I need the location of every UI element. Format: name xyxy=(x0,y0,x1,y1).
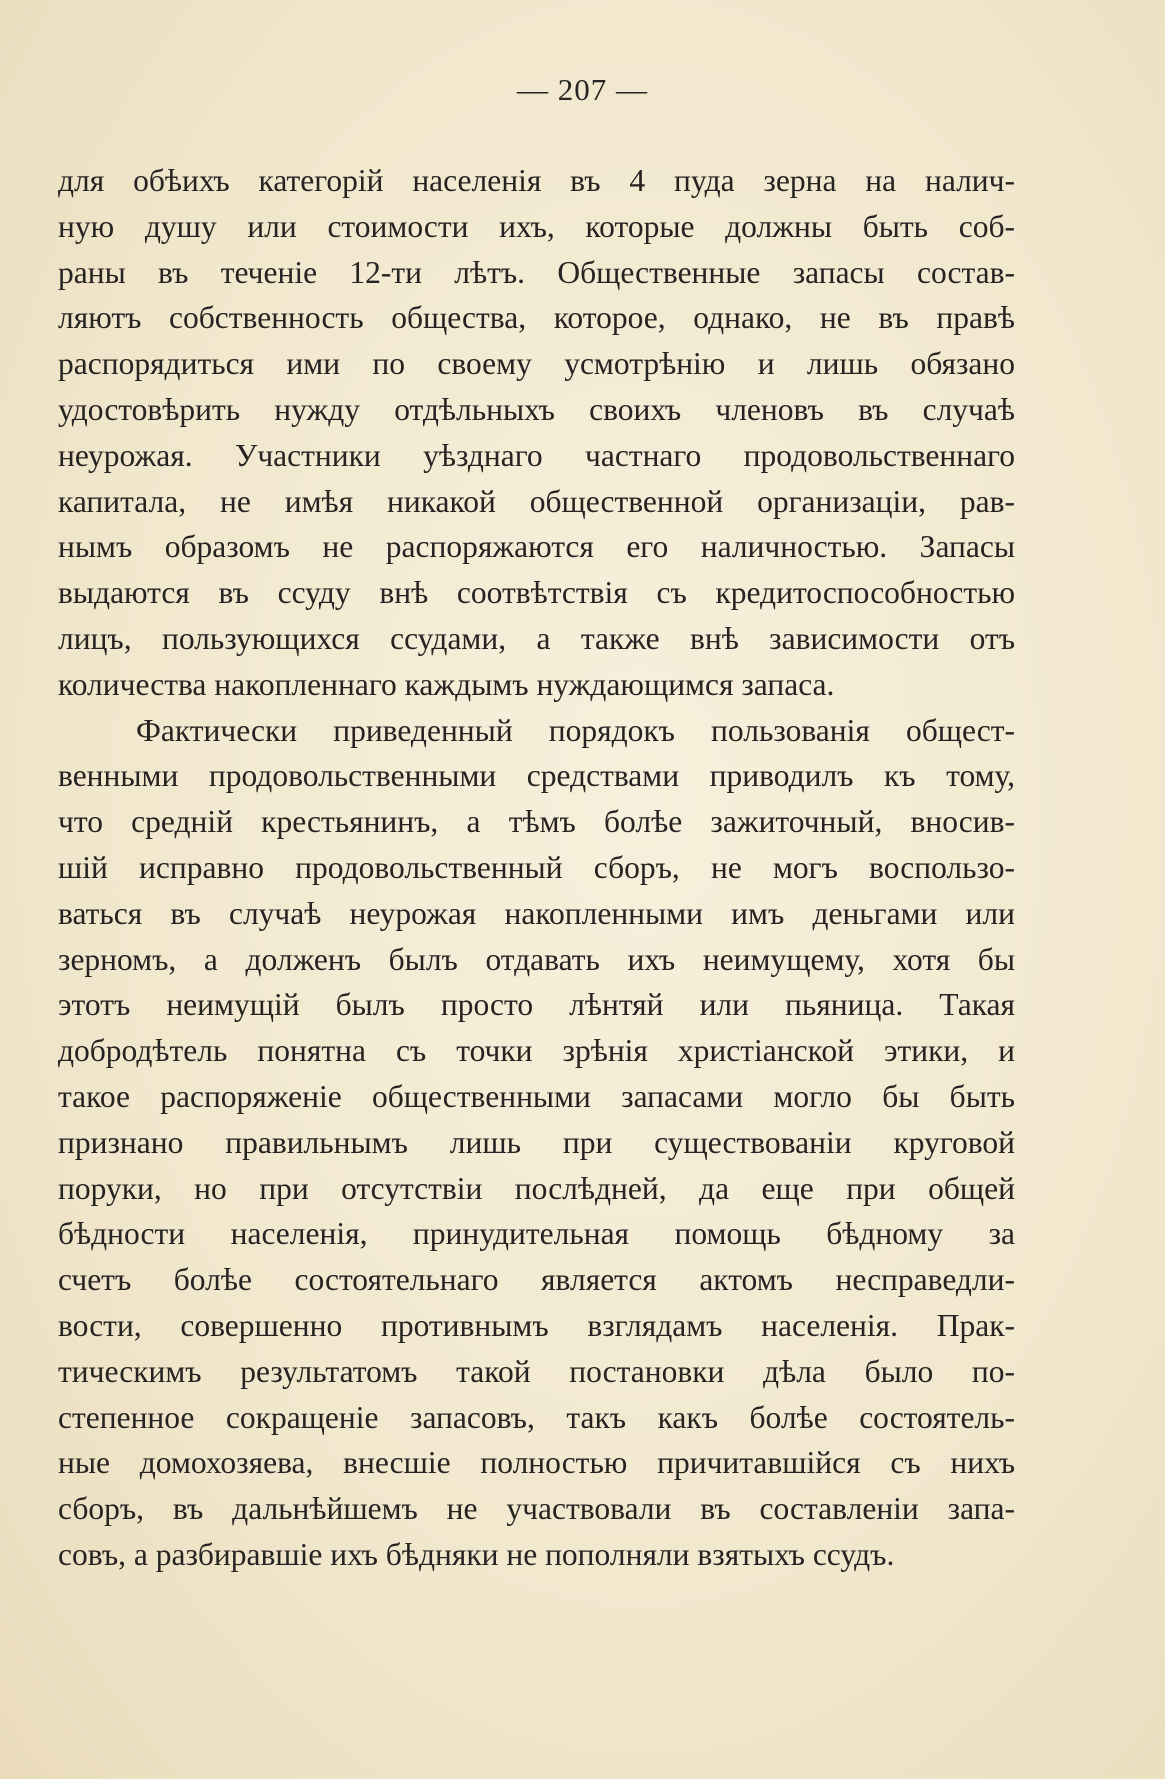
text-line: добродѣтель понятна съ точки зрѣнія христіанской этики, и xyxy=(58,1033,1015,1069)
body-text xyxy=(58,158,1015,1578)
text-line: ную душу или стоимости ихъ, которые должны быть соб- xyxy=(58,208,1015,244)
text-line: ляютъ собственность общества, которое, однако, не въ правѣ xyxy=(58,300,1015,336)
text-line: выдаются въ ссуду внѣ соотвѣтствія съ кредитоспособностью xyxy=(58,575,1015,611)
text-line: признано правильнымъ лишь при существованіи круговой xyxy=(58,1124,1015,1160)
text-line: Фактически приведенный порядокъ пользованія общест- xyxy=(136,712,1015,748)
text-line: количества накопленнаго каждымъ нуждающимся запаса. xyxy=(58,666,835,702)
text-line: тическимъ результатомъ такой постановки дѣла было по- xyxy=(58,1353,1015,1389)
text-line: бѣдности населенія, принудительная помощь бѣдному за xyxy=(58,1216,1015,1252)
text-line: вости, совершенно противнымъ взглядамъ населенія. Прак- xyxy=(58,1307,1015,1343)
text-line: степенное сокращеніе запасовъ, такъ какъ болѣе состоятель- xyxy=(58,1399,1015,1435)
text-line: шiй исправно продовольственный сборъ, не могъ воспользо- xyxy=(58,849,1015,885)
text-line: ные домохозяева, внесшіе полностью причитавшійся съ нихъ xyxy=(58,1445,1015,1481)
text-line: нымъ образомъ не распоряжаются его наличностью. Запасы xyxy=(58,529,1015,565)
text-line: венными продовольственными средствами приводилъ къ тому, xyxy=(58,758,1015,794)
text-line: счетъ болѣе состоятельнаго является актомъ несправедли- xyxy=(58,1262,1015,1298)
text-line: этотъ неимущiй былъ просто лѣнтяй или пьяница. Такая xyxy=(58,987,1015,1023)
text-line: зерномъ, а долженъ былъ отдавать ихъ неимущему, хотя бы xyxy=(58,941,1015,977)
text-line: неурожая. Участники уѣзднаго частнаго продовольственнаго xyxy=(58,437,1015,473)
text-line: распорядиться ими по своему усмотрѣнію и лишь обязано xyxy=(58,346,1015,382)
text-line: капитала, не имѣя никакой общественной организаціи, рав- xyxy=(58,483,1015,519)
text-line: поруки, но при отсутствіи послѣдней, да еще при общей xyxy=(58,1170,1015,1206)
text-line: удостовѣрить нужду отдѣльныхъ своихъ членовъ въ случаѣ xyxy=(58,391,1015,427)
page-number: — 207 — xyxy=(517,72,648,107)
text-line: раны въ теченіе 12-ти лѣтъ. Общественные запасы состав- xyxy=(58,254,1015,290)
text-line: что среднiй крестьянинъ, а тѣмъ болѣе зажиточный, вносив- xyxy=(58,804,1015,840)
paragraph xyxy=(58,158,1015,708)
text-line: лицъ, пользующихся ссудами, а также внѣ зависимости отъ xyxy=(58,620,1015,656)
text-line: такое распоряженіе общественными запасами могло бы быть xyxy=(58,1078,1015,1114)
text-line: для обѣихъ категорій населенія въ 4 пуда зерна на налич- xyxy=(58,163,1015,198)
text-line: сборъ, въ дальнѣйшемъ не участвовали въ составленіи запа- xyxy=(58,1491,1015,1527)
text-line: совъ, а разбиравшіе ихъ бѣдняки не пополняли взятыхъ ссудъ. xyxy=(58,1536,895,1572)
text-line: ваться въ случаѣ неурожая накопленными имъ деньгами или xyxy=(58,895,1015,931)
paragraph xyxy=(58,708,1015,1578)
